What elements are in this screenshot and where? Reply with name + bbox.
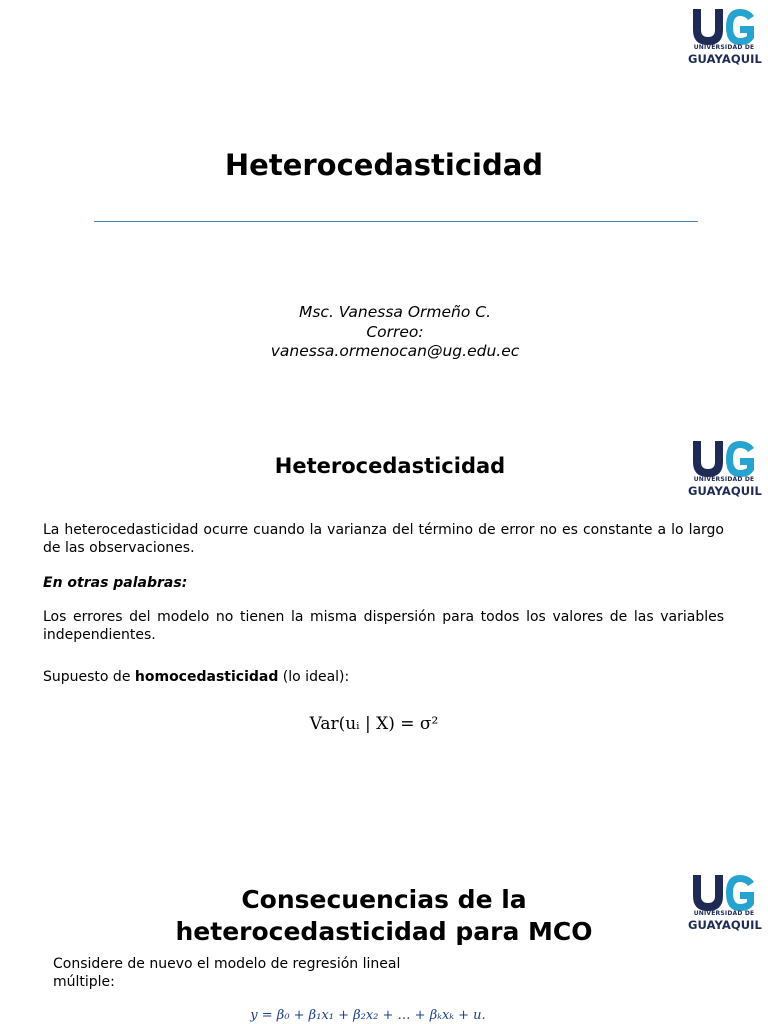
logo-subtitle: UNIVERSIDAD DE (693, 910, 755, 917)
university-logo (688, 6, 760, 66)
logo-subtitle: UNIVERSIDAD DE (693, 476, 755, 483)
consequences-slide (0, 868, 768, 1024)
logo-name: GUAYAQUIL (688, 52, 762, 66)
author-name: Msc. Vanessa Ormeño C. (298, 303, 492, 321)
emphasis-heading: En otras palabras: (43, 575, 188, 591)
email-address: vanessa.ormenocan@ug.edu.ec (270, 342, 520, 360)
intro-paragraph: Considere de nuevo el modelo de regresión lineal múltiple: (53, 956, 401, 990)
explanation-paragraph: Los errores del modelo no tienen la misma dispersión para todos los valores de las variables independientes. (43, 609, 724, 643)
author-block (0, 303, 768, 362)
slide-title: Heterocedasticidad (224, 148, 544, 182)
homoscedasticity-formula: Var(uᵢ | X) = σ² (309, 714, 439, 734)
assumption-prefix: Supuesto de (43, 669, 135, 685)
definition-slide (0, 434, 768, 868)
definition-paragraph: La heterocedasticidad ocurre cuando la varianza del término de error no es constante a lo largo de las observaciones. (43, 522, 724, 556)
assumption-suffix: (lo ideal): (278, 669, 350, 685)
title-slide (0, 0, 768, 434)
logo-name: GUAYAQUIL (688, 484, 762, 498)
slide-title: Heterocedasticidad (274, 454, 506, 478)
title-divider (94, 221, 698, 222)
logo-subtitle: UNIVERSIDAD DE (693, 44, 755, 51)
email-label: Correo: (366, 322, 424, 341)
assumption-term: homocedasticidad (134, 669, 279, 685)
logo-name: GUAYAQUIL (688, 918, 762, 932)
slide-title-line-1: Consecuencias de la (241, 885, 527, 914)
slide-title-line-2: heterocedasticidad para MCO (175, 917, 593, 946)
regression-formula: y = β₀ + β₁x₁ + β₂x₂ + … + βₖxₖ + u. (250, 1008, 486, 1023)
assumption-line (43, 669, 724, 687)
slide-title (0, 884, 768, 948)
ug-logo-mark-icon (688, 6, 760, 46)
